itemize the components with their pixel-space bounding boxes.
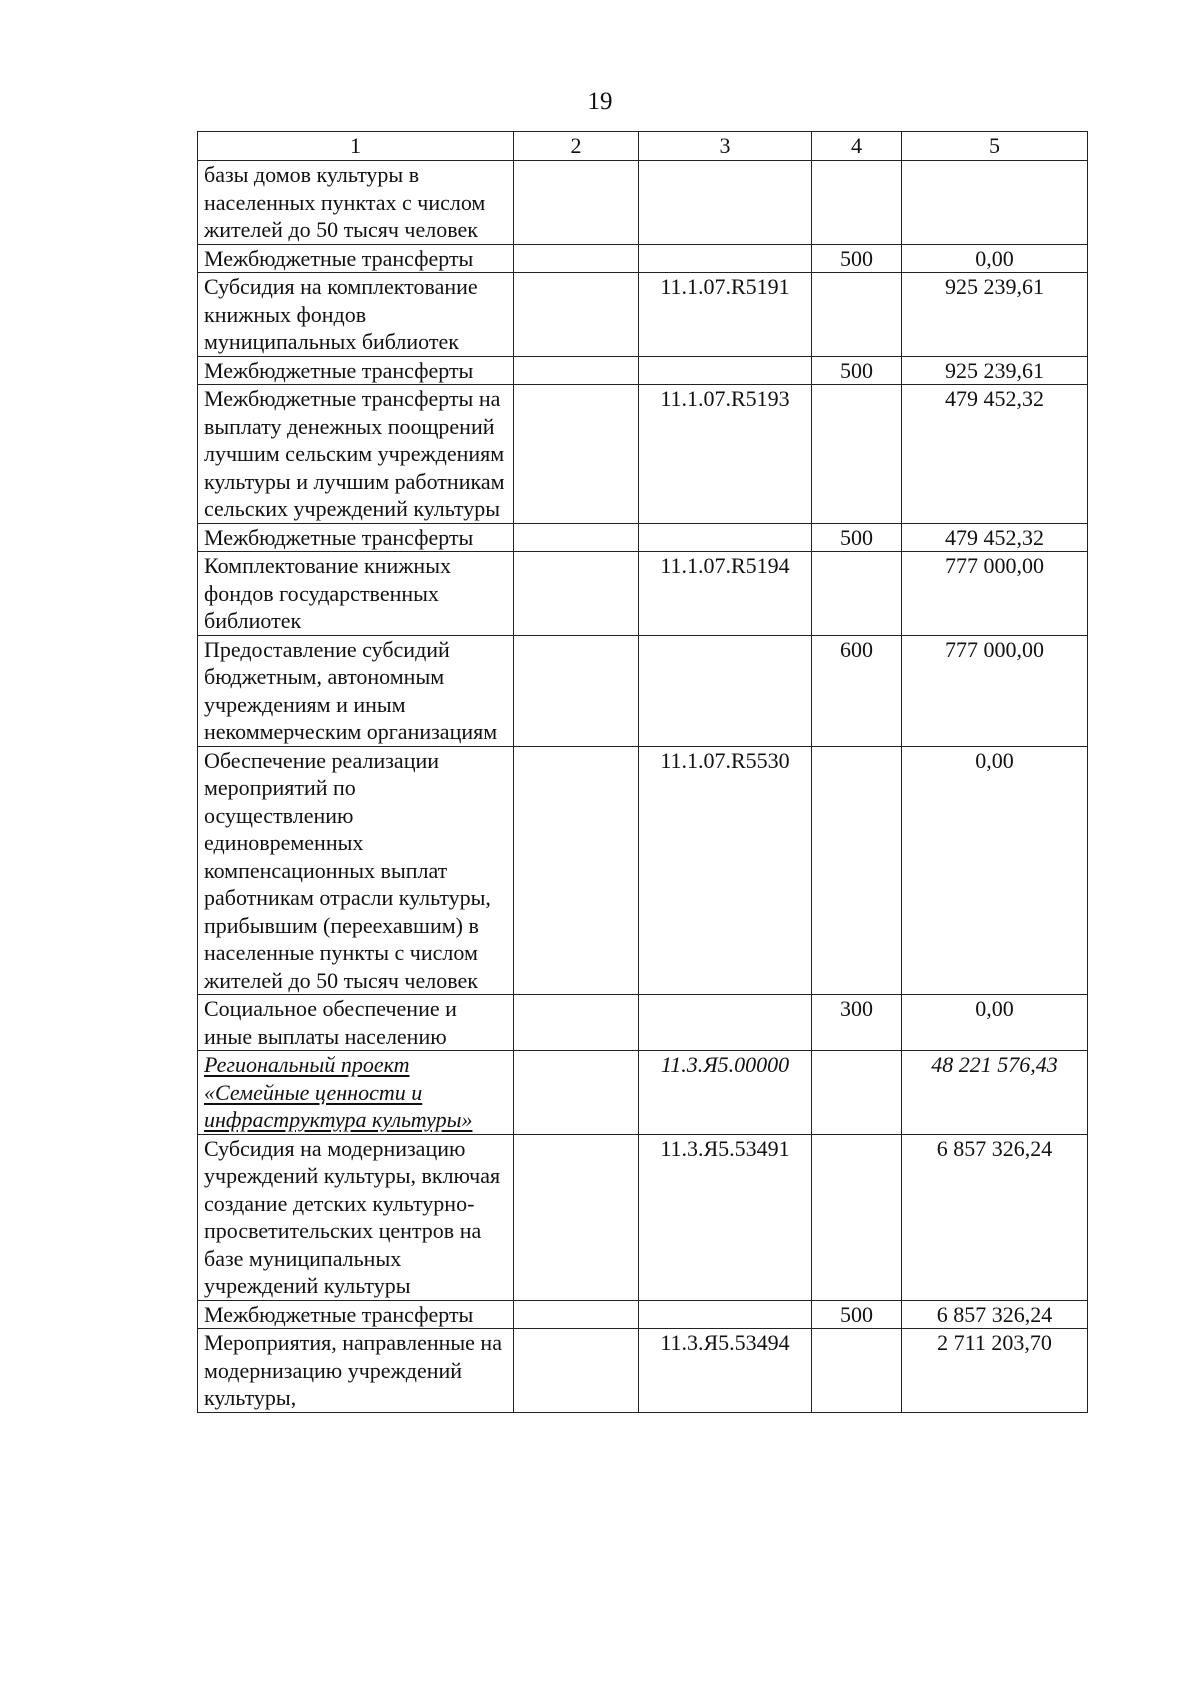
row-col-2 [514, 995, 639, 1051]
row-expense-type [812, 746, 902, 995]
table-body [198, 161, 1088, 1413]
row-col-2 [514, 1134, 639, 1300]
header-col-1: 1 [198, 132, 514, 161]
table-row [198, 746, 1088, 995]
row-col-2 [514, 1051, 639, 1135]
row-amount: 925 239,61 [902, 356, 1088, 385]
row-amount: 777 000,00 [902, 552, 1088, 636]
table-row [198, 635, 1088, 746]
row-amount: 0,00 [902, 995, 1088, 1051]
row-col-2 [514, 273, 639, 357]
row-target-code [639, 161, 812, 245]
row-expense-type [812, 1329, 902, 1413]
row-description: Межбюджетные трансферты [198, 356, 514, 385]
budget-table [197, 131, 1088, 1413]
row-amount: 777 000,00 [902, 635, 1088, 746]
row-expense-type: 500 [812, 523, 902, 552]
row-col-2 [514, 356, 639, 385]
table-row [198, 1300, 1088, 1329]
header-row [198, 132, 1088, 161]
row-target-code [639, 244, 812, 273]
row-col-2 [514, 1329, 639, 1413]
table-row [198, 523, 1088, 552]
row-description: Мероприятия, направленные на модернизацию учреждений культуры, [198, 1329, 514, 1413]
row-col-2 [514, 385, 639, 524]
row-expense-type: 500 [812, 1300, 902, 1329]
row-target-code [639, 635, 812, 746]
row-description: Региональный проект «Семейные ценности и инфраструктура культуры» [198, 1051, 514, 1135]
table-row [198, 273, 1088, 357]
row-target-code [639, 1300, 812, 1329]
row-amount: 0,00 [902, 244, 1088, 273]
table-row [198, 1051, 1088, 1135]
row-description: Межбюджетные трансферты на выплату денежных поощрений лучшим сельским учреждениям культуры и лучшим работникам сельских учреждений культуры [198, 385, 514, 524]
row-col-2 [514, 161, 639, 245]
table-row [198, 356, 1088, 385]
row-col-2 [514, 244, 639, 273]
row-amount: 479 452,32 [902, 385, 1088, 524]
row-description: базы домов культуры в населенных пунктах с числом жителей до 50 тысяч человек [198, 161, 514, 245]
row-description: Межбюджетные трансферты [198, 1300, 514, 1329]
row-target-code [639, 356, 812, 385]
row-col-2 [514, 523, 639, 552]
row-expense-type [812, 385, 902, 524]
row-target-code [639, 995, 812, 1051]
row-amount: 6 857 326,24 [902, 1300, 1088, 1329]
table-row [198, 995, 1088, 1051]
page-number: 19 [587, 88, 613, 115]
row-expense-type: 300 [812, 995, 902, 1051]
row-col-2 [514, 635, 639, 746]
row-amount: 48 221 576,43 [902, 1051, 1088, 1135]
header-col-2: 2 [514, 132, 639, 161]
row-amount [902, 161, 1088, 245]
row-amount: 2 711 203,70 [902, 1329, 1088, 1413]
row-expense-type [812, 273, 902, 357]
row-col-2 [514, 746, 639, 995]
row-target-code: 11.3.Я5.53494 [639, 1329, 812, 1413]
row-description: Предоставление субсидий бюджетным, автономным учреждениям и иным некоммерческим организациям [198, 635, 514, 746]
row-expense-type [812, 161, 902, 245]
row-expense-type: 600 [812, 635, 902, 746]
row-description: Межбюджетные трансферты [198, 523, 514, 552]
row-target-code: 11.3.Я5.53491 [639, 1134, 812, 1300]
row-amount: 0,00 [902, 746, 1088, 995]
row-expense-type: 500 [812, 244, 902, 273]
table-row [198, 1134, 1088, 1300]
row-target-code: 11.1.07.R5194 [639, 552, 812, 636]
row-description: Обеспечение реализации мероприятий по осуществлению единовременных компенсационных выплат работникам отрасли культуры, прибывшим (переехавшим) в населенные пункты с числом жителей до 50 тысяч человек [198, 746, 514, 995]
row-expense-type [812, 552, 902, 636]
row-amount: 479 452,32 [902, 523, 1088, 552]
row-expense-type: 500 [812, 356, 902, 385]
row-target-code: 11.1.07.R5191 [639, 273, 812, 357]
row-target-code: 11.3.Я5.00000 [639, 1051, 812, 1135]
table-row [198, 385, 1088, 524]
row-description: Комплектование книжных фондов государственных библиотек [198, 552, 514, 636]
row-amount: 925 239,61 [902, 273, 1088, 357]
header-col-5: 5 [902, 132, 1088, 161]
row-description: Субсидия на модернизацию учреждений культуры, включая создание детских культурно-просветительских центров на базе муниципальных учреждений культуры [198, 1134, 514, 1300]
row-description: Субсидия на комплектование книжных фондов муниципальных библиотек [198, 273, 514, 357]
table-row [198, 552, 1088, 636]
row-amount: 6 857 326,24 [902, 1134, 1088, 1300]
row-col-2 [514, 1300, 639, 1329]
row-expense-type [812, 1051, 902, 1135]
row-description: Социальное обеспечение и иные выплаты населению [198, 995, 514, 1051]
row-col-2 [514, 552, 639, 636]
header-col-4: 4 [812, 132, 902, 161]
table-row [198, 1329, 1088, 1413]
header-col-3: 3 [639, 132, 812, 161]
table-row [198, 244, 1088, 273]
row-target-code: 11.1.07.R5530 [639, 746, 812, 995]
row-target-code [639, 523, 812, 552]
table-row [198, 161, 1088, 245]
row-expense-type [812, 1134, 902, 1300]
row-target-code: 11.1.07.R5193 [639, 385, 812, 524]
row-description: Межбюджетные трансферты [198, 244, 514, 273]
